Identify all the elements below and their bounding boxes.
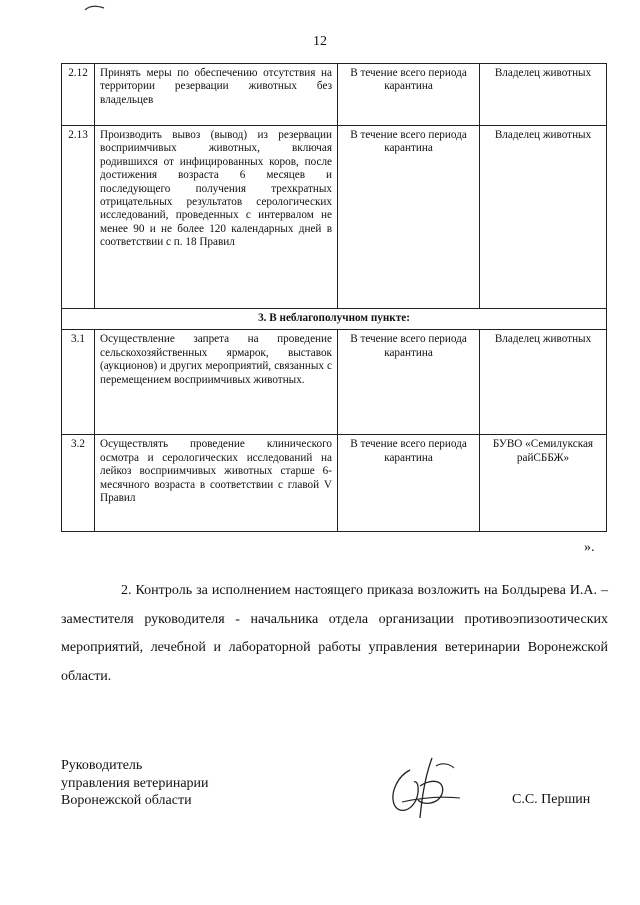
row-number: 2.13 bbox=[62, 126, 95, 309]
signer-name: С.С. Першин bbox=[512, 792, 591, 807]
measure-responsible: Владелец животных bbox=[480, 126, 607, 309]
measures-table bbox=[61, 63, 607, 532]
table-row bbox=[62, 330, 607, 435]
table-row bbox=[62, 435, 607, 532]
measure-term: В течение всего периода карантина bbox=[338, 126, 480, 309]
signer-title bbox=[61, 757, 209, 810]
table-row bbox=[62, 64, 607, 126]
measure-term: В течение всего периода карантина bbox=[338, 435, 480, 532]
handwritten-signature bbox=[380, 752, 470, 824]
order-paragraph: 2. Контроль за исполнением настоящего приказа возложить на Болдырева И.А. – заместителя руководителя - начальника отдела организации противоэпизоотических мероприятий, лечебной и лабораторной работы управления ветеринарии Воронежской области. bbox=[61, 583, 608, 684]
row-number: 2.12 bbox=[62, 64, 95, 126]
section-row bbox=[62, 309, 607, 330]
measure-responsible: БУВО «Семилукская райСББЖ» bbox=[480, 435, 607, 532]
signer-title-line: Руководитель bbox=[61, 758, 143, 773]
measure-description: Принять меры по обеспечению отсутствия на территории резервации животных без владельцев bbox=[95, 64, 338, 126]
measure-description: Осуществление запрета на проведение сельскохозяйственных ярмарок, выставок (аукционов) и других мероприятий, связанных с перемещением восприимчивых животных. bbox=[95, 330, 338, 435]
section-heading: 3. В неблагополучном пункте: bbox=[62, 309, 607, 330]
scan-mark-icon bbox=[84, 4, 106, 12]
measure-term: В течение всего периода карантина bbox=[338, 330, 480, 435]
signer-title-line: Воронежской области bbox=[61, 793, 192, 808]
measure-responsible: Владелец животных bbox=[480, 64, 607, 126]
table-row bbox=[62, 126, 607, 309]
closing-quote: ». bbox=[584, 540, 595, 555]
measure-responsible: Владелец животных bbox=[480, 330, 607, 435]
row-number: 3.1 bbox=[62, 330, 95, 435]
measure-description: Осуществлять проведение клинического осмотра и серологических исследований на лейкоз восприимчивых животных старше 6-месячного возраста в соответствии с главой V Правил bbox=[95, 435, 338, 532]
measure-term: В течение всего периода карантина bbox=[338, 64, 480, 126]
signer-title-line: управления ветеринарии bbox=[61, 775, 209, 791]
row-number: 3.2 bbox=[62, 435, 95, 532]
page-number: 12 bbox=[313, 34, 327, 49]
measure-description: Производить вывоз (вывод) из резервации восприимчивых животных, включая родившихся от инфицированных коров, после достижения возраста 6 месяцев и последующего получения трехкратных отрицательных результатов серологических исследований, проведенных с интервалом не менее 90 и не более 120 календарных дней в соответствии с п. 18 Правил bbox=[95, 126, 338, 309]
